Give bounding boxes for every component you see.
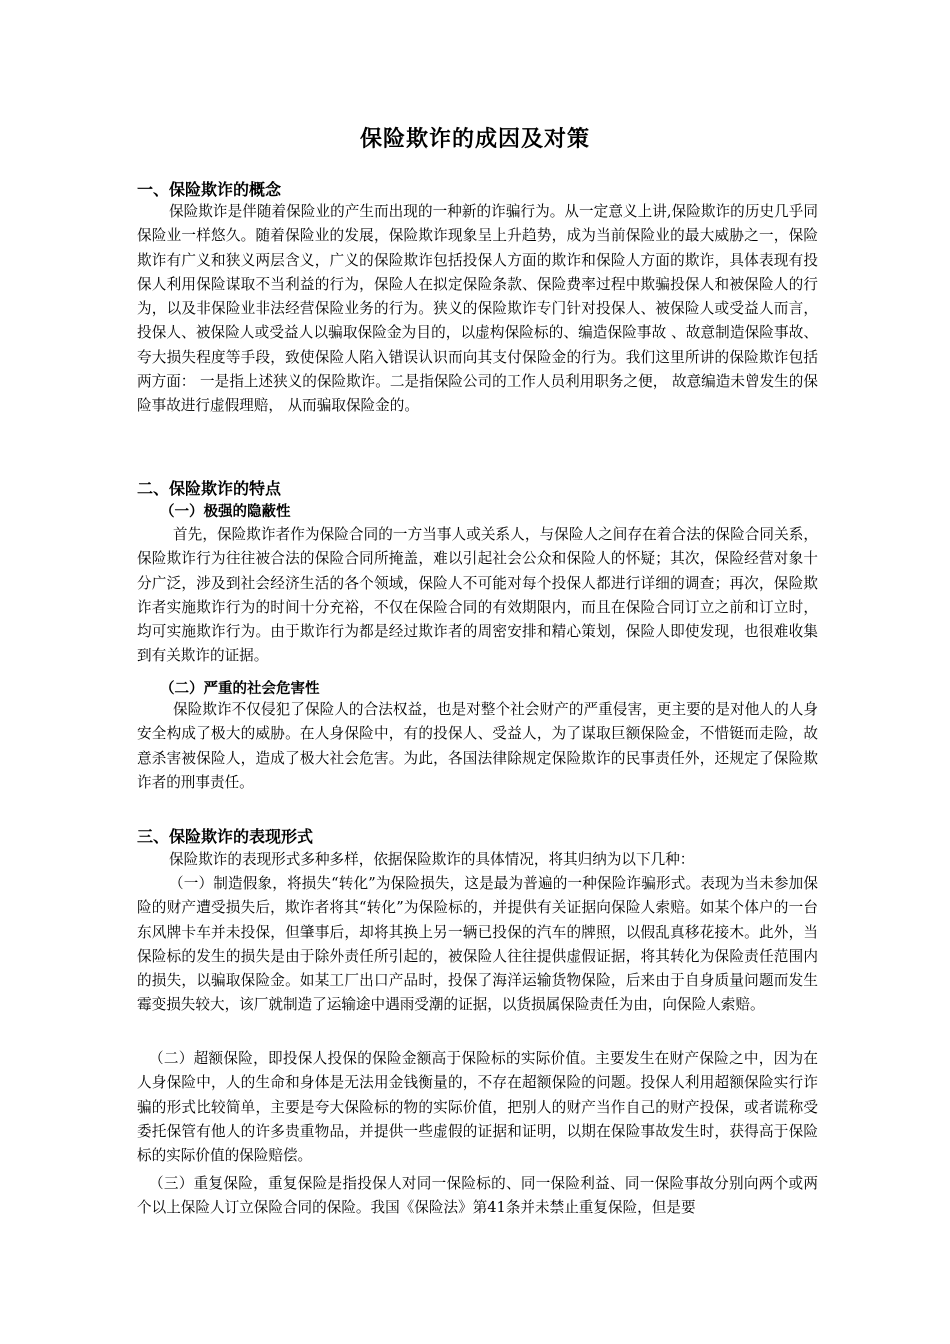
paragraph-form-fabrication: （一）制造假象，将损失“转化”为保险损失，这是最为普遍的一种保险诈骗形式。表现为当未参加保险的财产遭受损失后，欺诈者将其“转化”为保险标的，并提供有关证据向保险人索赔。如某个体户的一台东风牌卡车并未投保，但肇事后，却将其换上另一辆已投保的汽车的牌照，以假乱真移花接木。此外，当保险标的发生的损失是由于除外责任所引起的，被保险人往往提供虚假证据，将其转化为保险责任范围内的损失，以骗取保险金。如某工厂出口产品时，投保了海洋运输货物保险，后来由于自身质量问题而发生霉变损失较大，该厂就制造了运输途中遇雨受潮的证据，以货损属保险责任为由，向保险人索赔。 (137, 875, 818, 1014)
paragraph-form-double-insurance: （三）重复保险，重复保险是指投保人对同一保险标的、同一保险利益、同一保险事故分别向两个或两个以上保险人订立保险合同的保险。我国《保险法》第41条并未禁止重复保险，但是要 (137, 1175, 818, 1217)
subheading-social-harm: （二）严重的社会危害性 (160, 680, 320, 697)
paragraph-concealment: 首先，保险欺诈者作为保险合同的一方当事人或关系人，与保险人之间存在着合法的保险合同关系，保险欺诈行为往往被合法的保险合同所掩盖，难以引起社会公众和保险人的怀疑；其次，保险经营对象十分广泛，涉及到社会经济生活的各个领域，保险人不可能对每个投保人都进行详细的调查；再次，保险欺诈者实施欺诈行为的时间十分充裕，不仅在保险合同的有效期限内，而且在保险合同订立之前和订立时，均可实施欺诈行为。由于欺诈行为都是经过欺诈者的周密安排和精心策划，保险人即使发现，也很难收集到有关欺诈的证据。 (137, 526, 818, 665)
document-title: 保险欺诈的成因及对策 (359, 126, 590, 152)
section-heading-features: 二、保险欺诈的特点 (137, 479, 282, 498)
paragraph-forms-intro: 保险欺诈的表现形式多种多样，依据保险欺诈的具体情况，将其归纳为以下几种： (169, 851, 695, 868)
paragraph-form-over-insurance: （二）超额保险，即投保人投保的保险金额高于保险标的实际价值。主要发生在财产保险之中，因为在人身保险中，人的生命和身体是无法用金钱衡量的，不存在超额保险的问题。投保人利用超额保险实行诈骗的形式比较简单，主要是夸大保险标的物的实际价值，把别人的财产当作自己的财产投保，或者谎称受委托保管有他人的许多贵重物品，并提供一些虚假的证据和证明，以期在保险事故发生时，获得高于保险标的实际价值的保险赔偿。 (137, 1050, 818, 1165)
paragraph-social-harm: 保险欺诈不仅侵犯了保险人的合法权益，也是对整个社会财产的严重侵害，更主要的是对他人的人身安全构成了极大的威胁。在人身保险中，有的投保人、受益人，为了谋取巨额保险金，不惜铤而走险，故意杀害被保险人，造成了极大社会危害。为此，各国法律除规定保险欺诈的民事责任外，还规定了保险欺诈者的刑事责任。 (137, 701, 818, 791)
section-heading-concept: 一、保险欺诈的概念 (137, 180, 282, 199)
subheading-concealment: （一）极强的隐蔽性 (160, 503, 291, 520)
paragraph-concept: 保险欺诈是伴随着保险业的产生而出现的一种新的诈骗行为。从一定意义上讲,保险欺诈的历史几乎同保险业一样悠久。随着保险业的发展，保险欺诈现象呈上升趋势，成为当前保险业的最大威胁之一，保险欺诈有广义和狭义两层含义，广义的保险欺诈包括投保人方面的欺诈和保险人方面的欺诈，具体表现有投保人利用保险谋取不当利益的行为，保险人在拟定保险条款、保险费率过程中欺骗投保人和被保险人的行为，以及非保险业非法经营保险业务的行为。狭义的保险欺诈专门针对投保人、被保险人或受益人而言，投保人、被保险人或受益人以骗取保险金为目的，以虚构保险标的、编造保险事故 、故意制造保险事故、夸大损失程度等手段，致使保险人陷入错误认识而向其支付保险金的行为。我们这里所讲的保险欺诈包括两方面： 一是指上述狭义的保险欺诈。二是指保险公司的工作人员利用职务之便， 故意编造未曾发生的保险事故进行虚假理赔， 从而骗取保险金的。 (137, 203, 818, 415)
section-heading-forms: 三、保险欺诈的表现形式 (137, 827, 314, 846)
